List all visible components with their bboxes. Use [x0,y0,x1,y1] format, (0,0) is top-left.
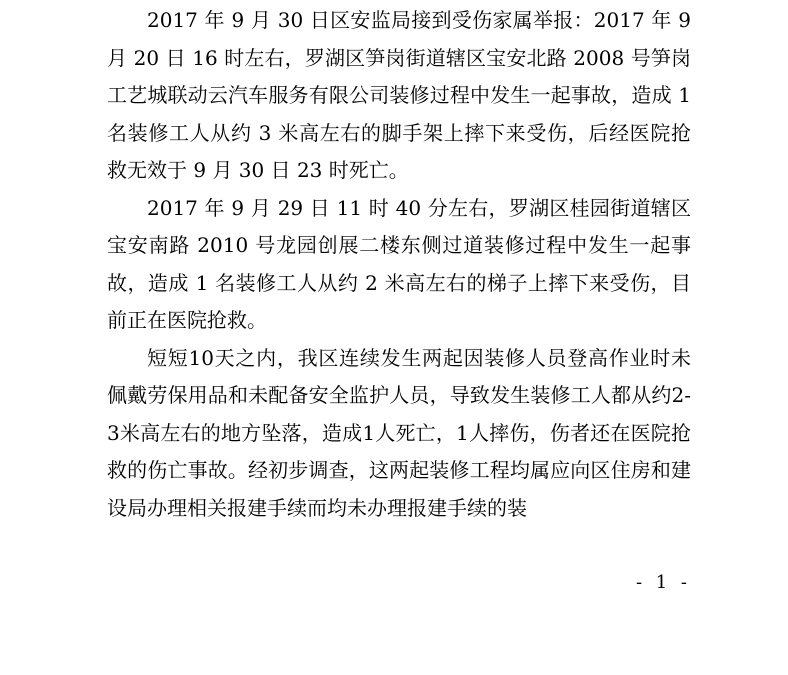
page-number: - 1 - [635,572,691,593]
paragraph-summary: 短短10天之内，我区连续发生两起因装修人员登高作业时未佩戴劳保用品和未配备安全监护人员，导致发生装修工人都从约2-3米高左右的地方坠落，造成1人死亡，1人摔伤，伤者还在医院抢救的伤亡事故。经初步调查，这两起装修工程均属应向区住房和建设局办理相关报建手续而均未办理报建手续的装 [107,345,691,520]
paragraph-second-incident: 2017 年 9 月 29 日 11 时 40 分左右，罗湖区桂园街道辖区宝安南路 2010 号龙园创展二楼东侧过道装修过程中发生一起事故，造成 1 名装修工人从约 2 米高左右的梯子上摔下来受伤，目前正在医院抢救。 [107,195,691,332]
document-body [107,2,691,527]
paragraph-first-incident: 2017 年 9 月 30 日区安监局接到受伤家属举报：2017 年 9 月 20 日 16 时左右，罗湖区笋岗街道辖区宝安北路 2008 号笋岗工艺城联动云汽车服务有限公司装修过程中发生一起事故，造成 1 名装修工人从约 3 米高左右的脚手架上摔下来受伤，后经医院抢救无效于 9 月 30 日 23 时死亡。 [107,8,691,182]
